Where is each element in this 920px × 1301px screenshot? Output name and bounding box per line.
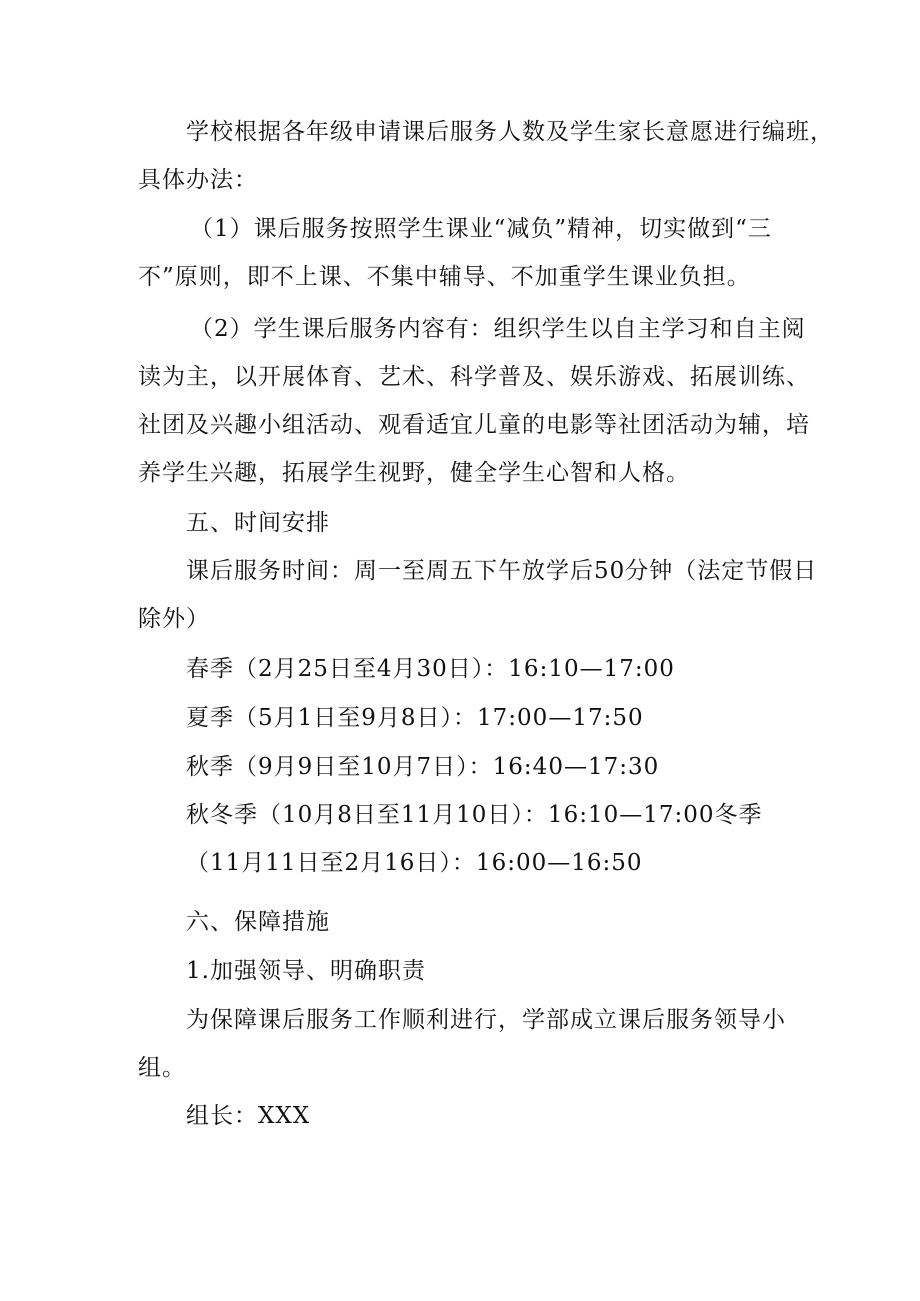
paragraph-1-line-2: 具体办法： [138,167,258,193]
item-1-line-2: 组。 [138,1055,186,1081]
autumn-schedule: 秋季（9月9日至10月7日）：16:40—17:30 [186,754,660,780]
autumn-winter-schedule: 秋冬季（10月8日至11月10日）：16:10—17:00冬季 [186,802,763,828]
summer-schedule: 夏季（5月1日至9月8日）：17:00—17:50 [186,705,644,731]
paragraph-2-line-1: （1）课后服务按照学生课业“减负”精神，切实做到“三 [190,216,772,242]
winter-schedule: （11月11日至2月16日）：16:00—16:50 [186,850,643,876]
section-6-heading: 六、保障措施 [186,909,330,935]
leader-line: 组长：XXX [186,1103,311,1129]
paragraph-3-line-4: 养学生兴趣，拓展学生视野，健全学生心智和人格。 [138,460,690,486]
section-5-heading: 五、时间安排 [186,510,330,536]
item-1-heading: 1.加强领导、明确职责 [186,958,426,984]
paragraph-3-line-3: 社团及兴趣小组活动、观看适宜儿童的电影等社团活动为辅，培 [138,412,810,438]
paragraph-3-line-2: 读为主，以开展体育、艺术、科学普及、娱乐游戏、拓展训练、 [138,364,810,390]
spring-schedule: 春季（2月25日至4月30日）：16:10—17:00 [186,656,675,682]
paragraph-3-line-1: （2）学生课后服务内容有：组织学生以自主学习和自主阅 [190,316,806,342]
service-time-line-2: 除外） [138,606,210,632]
service-time-line-1: 课后服务时间：周一至周五下午放学后50分钟（法定节假日 [186,558,818,584]
paragraph-2-line-2: 不”原则，即不上课、不集中辅导、不加重学生课业负担。 [138,264,751,290]
item-1-line-1: 为保障课后服务工作顺利进行，学部成立课后服务领导小 [186,1007,786,1033]
paragraph-1-line-1: 学校根据各年级申请课后服务人数及学生家长意愿进行编班， [186,119,834,145]
